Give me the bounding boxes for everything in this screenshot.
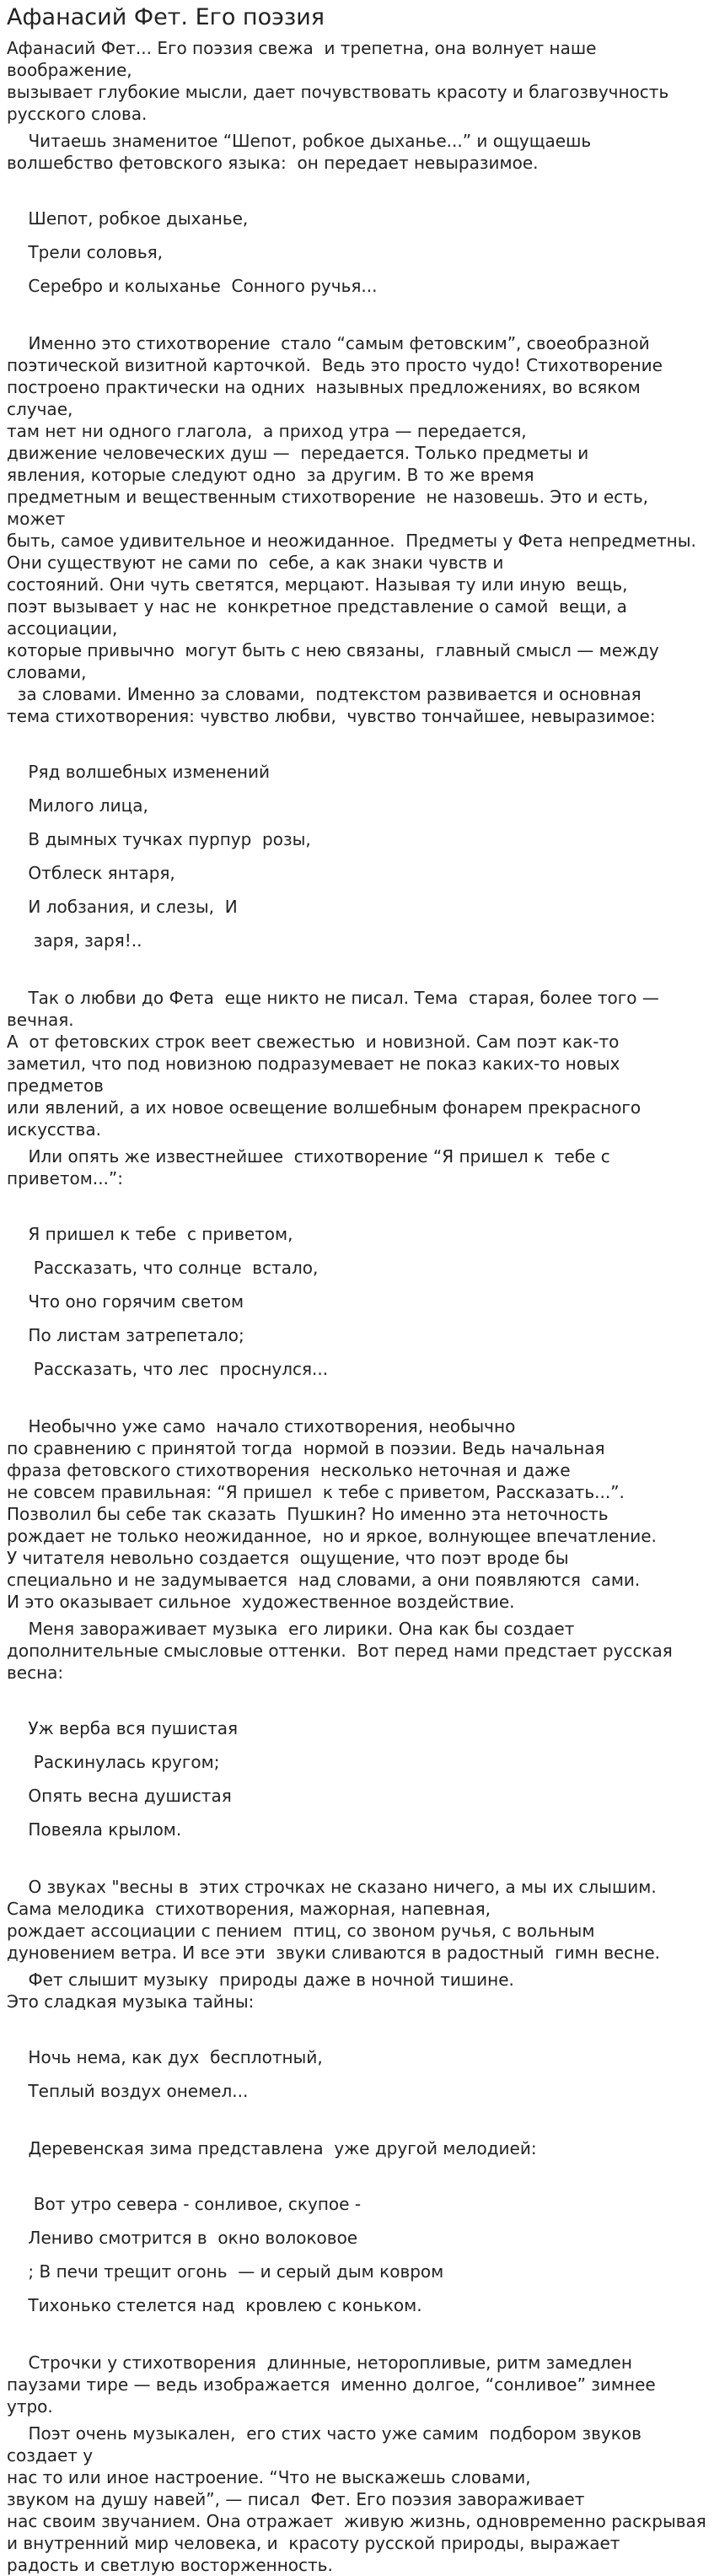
verse-line: ; В печи трещит огонь — и серый дым ковром xyxy=(7,2261,444,2282)
paragraph-4: Или опять же известнейшее стихотворение “Я пришел к тебе с приветом...”: xyxy=(7,1146,616,1188)
verse-5 xyxy=(7,2046,709,2102)
paragraph-1: Читаешь знаменитое “Шепот, робкое дыханье...” и ощущаешь волшебство фетовского языка: он передает невыразимое. xyxy=(7,131,592,173)
verse-line: Что оно горячим светом xyxy=(7,1291,244,1312)
verse-line: Ряд волшебных изменений xyxy=(7,762,270,782)
verse-line: Рассказать, что солнце встало, xyxy=(7,1258,319,1278)
verse-line: Теплый воздух онемел... xyxy=(7,2081,249,2101)
verse-2 xyxy=(7,761,709,951)
verse-6 xyxy=(7,2193,709,2316)
verse-line: Шепот, робкое дыханье, xyxy=(7,208,249,229)
verse-3 xyxy=(7,1223,709,1380)
paragraph-8: Фет слышит музыку природы даже в ночной тишине. Это сладкая музыка тайны: xyxy=(7,1970,514,2012)
verse-line: Отблеск янтаря, xyxy=(7,863,175,883)
verse-line: Вот утро севера - сонливое, скупое - xyxy=(7,2194,362,2214)
verse-4 xyxy=(7,1717,709,1840)
verse-line: Повеяла крылом. xyxy=(7,1819,182,1840)
paragraph-9: Деревенская зима представлена уже другой мелодией: xyxy=(7,2138,537,2158)
paragraph-3: Так о любви до Фета еще никто не писал. Тема старая, более того — вечная. А от фетовских строк веет свежестью и новизной. Сам поэт как-то заметил, что под новизною подразумевает не показ каких-то новых предметов или явлений, а их новое освещение волшебным фонарем прекрасного искусства. xyxy=(7,988,659,1140)
paragraph-7: О звуках "весны в этих строчках не сказано ничего, а мы их слышим. Сама мелодика стихотворения, мажорная, напевная, рождает ассоциации с пением птиц, со звоном ручья, с вольным дуновением ветра. И все эти звуки сливаются в радостный гимн весне. xyxy=(7,1877,661,1963)
intro-paragraph: Афанасий Фет... Его поэзия свежа и трепетна, она волнует наше воображение, вызывает глубокие мысли, дает почувствовать красоту и благозвучность русского слова. xyxy=(7,38,669,124)
paragraph-6: Меня завораживает музыка его лирики. Она как бы создает дополнительные смысловые оттенки. Вот перед нами предстает русская весна: xyxy=(7,1619,673,1683)
verse-line: Тихонько стелется над кровлею с коньком. xyxy=(7,2295,422,2315)
verse-line: Трели соловья, xyxy=(7,242,163,262)
paragraph-11: Поэт очень музыкален, его стих часто уже самим подбором звуков создает у нас то или иное настроение. “Что не выскажешь словами, звуком на душу навей”, — писал Фет. Его поэзия завораживает нас своим звучанием. Она отражает живую жизнь, одновременно раскрывая и внутренний мир человека, и красоту русской природы, выражает радость и светлую восторженность. xyxy=(7,2423,706,2575)
verse-line: Уж верба вся пушистая xyxy=(7,1718,239,1738)
paragraph-2: Именно это стихотворение стало “самым фетовским”, своеобразной поэтической визитной карточкой. Ведь это просто чудо! Стихотворение построено практически на одних назывных предложениях, во всяком случае, там нет ни одного глагола, а приход утра — передается, движение человеческих душ — передается. Только предметы и явления, которые следуют одно за другим. В то же время предметным и вещественным стихотворение не назовешь. Это и есть, может быть, самое удивительное и неожиданное. Предметы у Фета непредметны. Они существуют не сами по себе, а как знаки чувств и состояний. Они чуть светятся, мерцают. Называя ту или иную вещь, поэт вызывает у нас не конкретное представление о самой вещи, а ассоциации, которые привычно могут быть с нею связаны, главный смысл — между словами, за словами. Именно за словами, подтекстом развивается и основная тема стихотворения: чувство любви, чувство тончайшее, невыразимое: xyxy=(7,333,696,726)
verse-line: Опять весна душистая xyxy=(7,1786,232,1806)
verse-line: Я пришел к тебе с приветом, xyxy=(7,1224,293,1244)
paragraph-5: Необычно уже само начало стихотворения, необычно по сравнению с принятой тогда нормой в поэзии. Ведь начальная фраза фетовского стихотворения несколько неточная и даже не совсем правильная: “Я пришел к тебе с приветом, Рассказать...”. Позволил бы себе так сказать Пушкин? Но именно эта неточность рождает не только неожиданное, но и яркое, волнующее впечатление. У читателя невольно создается ощущение, что поэт вроде бы специально и не задумывается над словами, а они появляются сами. И это оказывает сильное художественное воздействие. xyxy=(7,1416,657,1612)
verse-line: Серебро и колыханье Сонного ручья... xyxy=(7,276,378,296)
verse-line: Рассказать, что лес проснулся... xyxy=(7,1359,329,1379)
verse-line: Лениво смотрится в окно волоковое xyxy=(7,2228,358,2248)
verse-line: заря, заря!.. xyxy=(7,930,142,951)
verse-line: Раскинулась кругом; xyxy=(7,1752,220,1772)
verse-1 xyxy=(7,207,709,297)
page-title: Афанасий Фет. Его поэзия xyxy=(7,4,325,30)
verse-line: И лобзания, и слезы, И xyxy=(7,897,238,917)
verse-line: Ночь нема, как дух бесплотный, xyxy=(7,2047,323,2067)
verse-line: По листам затрепетало; xyxy=(7,1325,244,1345)
paragraph-10: Строчки у стихотворения длинные, неторопливые, ритм замедлен паузами тире — ведь изображается именно долгое, “сонливое” зимнее утро. xyxy=(7,2352,656,2417)
verse-line: Милого лица, xyxy=(7,795,148,816)
verse-line: В дымных тучках пурпур розы, xyxy=(7,829,311,849)
